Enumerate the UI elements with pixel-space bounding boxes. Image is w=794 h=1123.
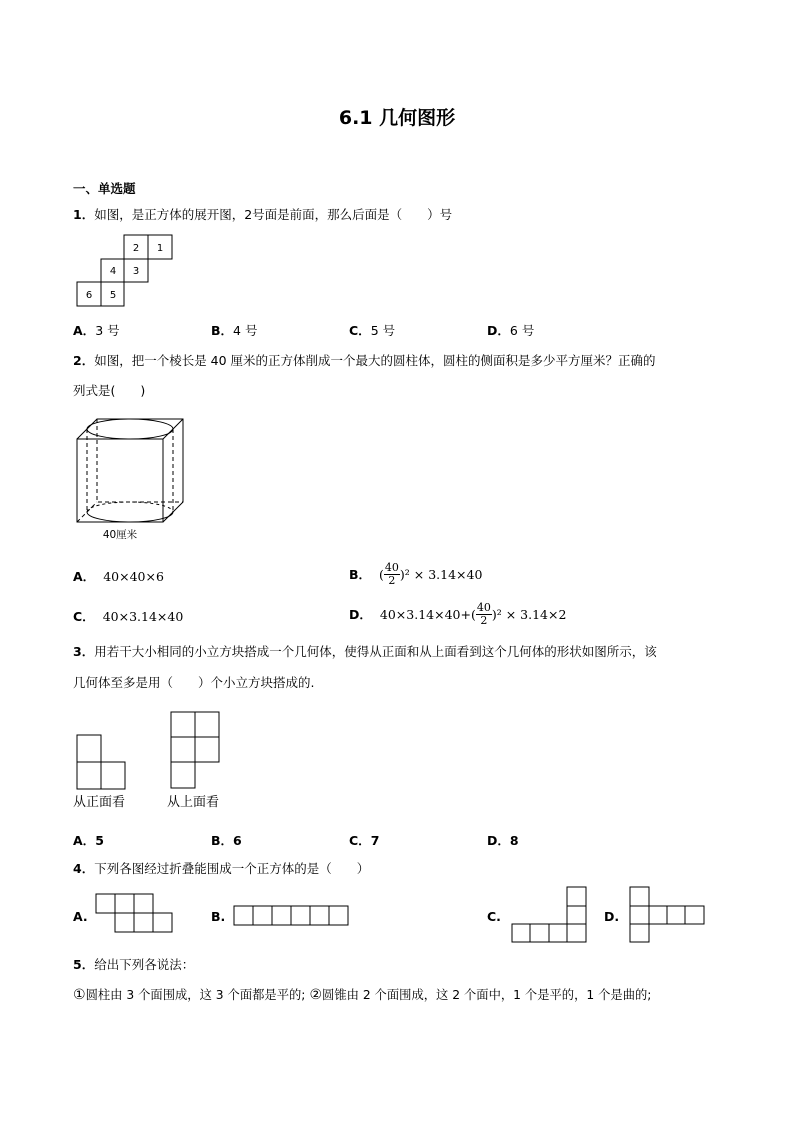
- q3-option-a[interactable]: A．5: [73, 833, 104, 848]
- net-label: 4: [109, 266, 117, 277]
- statement-2-marker: ②: [309, 987, 323, 1003]
- question-3-line-1: 3．用若干大小相同的小立方块搭成一个几何体，使得从正面和从上面看到这个几何体的形状如图所示，该: [73, 644, 657, 659]
- q2-option-d[interactable]: D． 40×3.14×40+( 40 2 )² × 3.14×2: [349, 600, 567, 627]
- front-view-figure: [76, 734, 128, 790]
- q3-option-d[interactable]: D．8: [487, 833, 519, 848]
- q4-net-a: [95, 893, 175, 935]
- q1-option-a[interactable]: A．3 号: [73, 323, 120, 338]
- q1-option-d[interactable]: D．6 号: [487, 323, 535, 338]
- fraction: 40 2: [384, 560, 399, 587]
- q4-option-c-label[interactable]: C.: [487, 909, 501, 924]
- cube-cylinder-figure: [70, 412, 185, 542]
- q2-option-b[interactable]: B． ( 40 2 )² × 3.14×40: [349, 560, 483, 587]
- statement-1-marker: ①: [73, 987, 86, 1003]
- fraction: 40 2: [476, 600, 491, 627]
- top-view-label: 从上面看: [167, 795, 220, 810]
- statement-2: 圆锥由 2 个面围成，这 2 个面中，1 个是平的，1 个是曲的;: [322, 988, 652, 1002]
- question-2-line-1: 2．如图，把一个棱长是 40 厘米的正方体削成一个最大的圆柱体，圆柱的侧面积是多少平方厘米？正确的: [73, 353, 656, 368]
- statement-1: 圆柱由 3 个面围成，这 3 个面都是平的;: [85, 988, 306, 1002]
- q4-option-b-label[interactable]: B.: [211, 909, 226, 924]
- q1-option-c[interactable]: C．5 号: [349, 323, 396, 338]
- q2-option-a[interactable]: A． 40×40×6: [73, 569, 164, 584]
- cylinder-bottom-ellipse: [87, 512, 173, 522]
- q4-net-c: [511, 886, 589, 944]
- section-heading: 一、单选题: [73, 181, 136, 196]
- net-label: 5: [109, 290, 117, 301]
- front-view-label: 从正面看: [73, 795, 126, 810]
- question-5-statements: [73, 987, 651, 1003]
- top-view-figure: [170, 711, 222, 791]
- question-1-text: 如图，是正方体的展开图，2号面是前面，那么后面是（ ）号: [94, 207, 453, 222]
- q2-option-c[interactable]: C． 40×3.14×40: [73, 609, 184, 624]
- q4-option-d-label[interactable]: D.: [604, 909, 620, 924]
- question-2-line-2: 列式是( ): [73, 383, 146, 398]
- q4-net-d: [629, 886, 707, 944]
- cube-net-figure: [76, 234, 176, 308]
- net-label: 1: [156, 243, 164, 254]
- q1-option-b[interactable]: B．4 号: [211, 323, 258, 338]
- page-title: 6.1 几何图形: [338, 107, 456, 129]
- net-label: 6: [85, 290, 93, 301]
- cylinder-top-ellipse: [87, 419, 173, 439]
- edge-length-label: 40厘米: [102, 529, 138, 541]
- question-1: [73, 207, 452, 223]
- q3-option-b[interactable]: B．6: [211, 833, 242, 848]
- question-5: 5．给出下列各说法：: [73, 957, 195, 972]
- question-4: 4．下列各图经过折叠能围成一个正方体的是（ ）: [73, 861, 370, 876]
- q4-option-a-label[interactable]: A.: [73, 909, 88, 924]
- q3-option-c[interactable]: C．7: [349, 833, 380, 848]
- net-label: 2: [132, 243, 140, 254]
- question-1-number: 1．: [73, 207, 95, 222]
- q4-net-b: [233, 905, 351, 927]
- question-3-line-2: 几何体至多是用（ ）个小立方块搭成的.: [73, 675, 315, 690]
- net-label: 3: [132, 266, 140, 277]
